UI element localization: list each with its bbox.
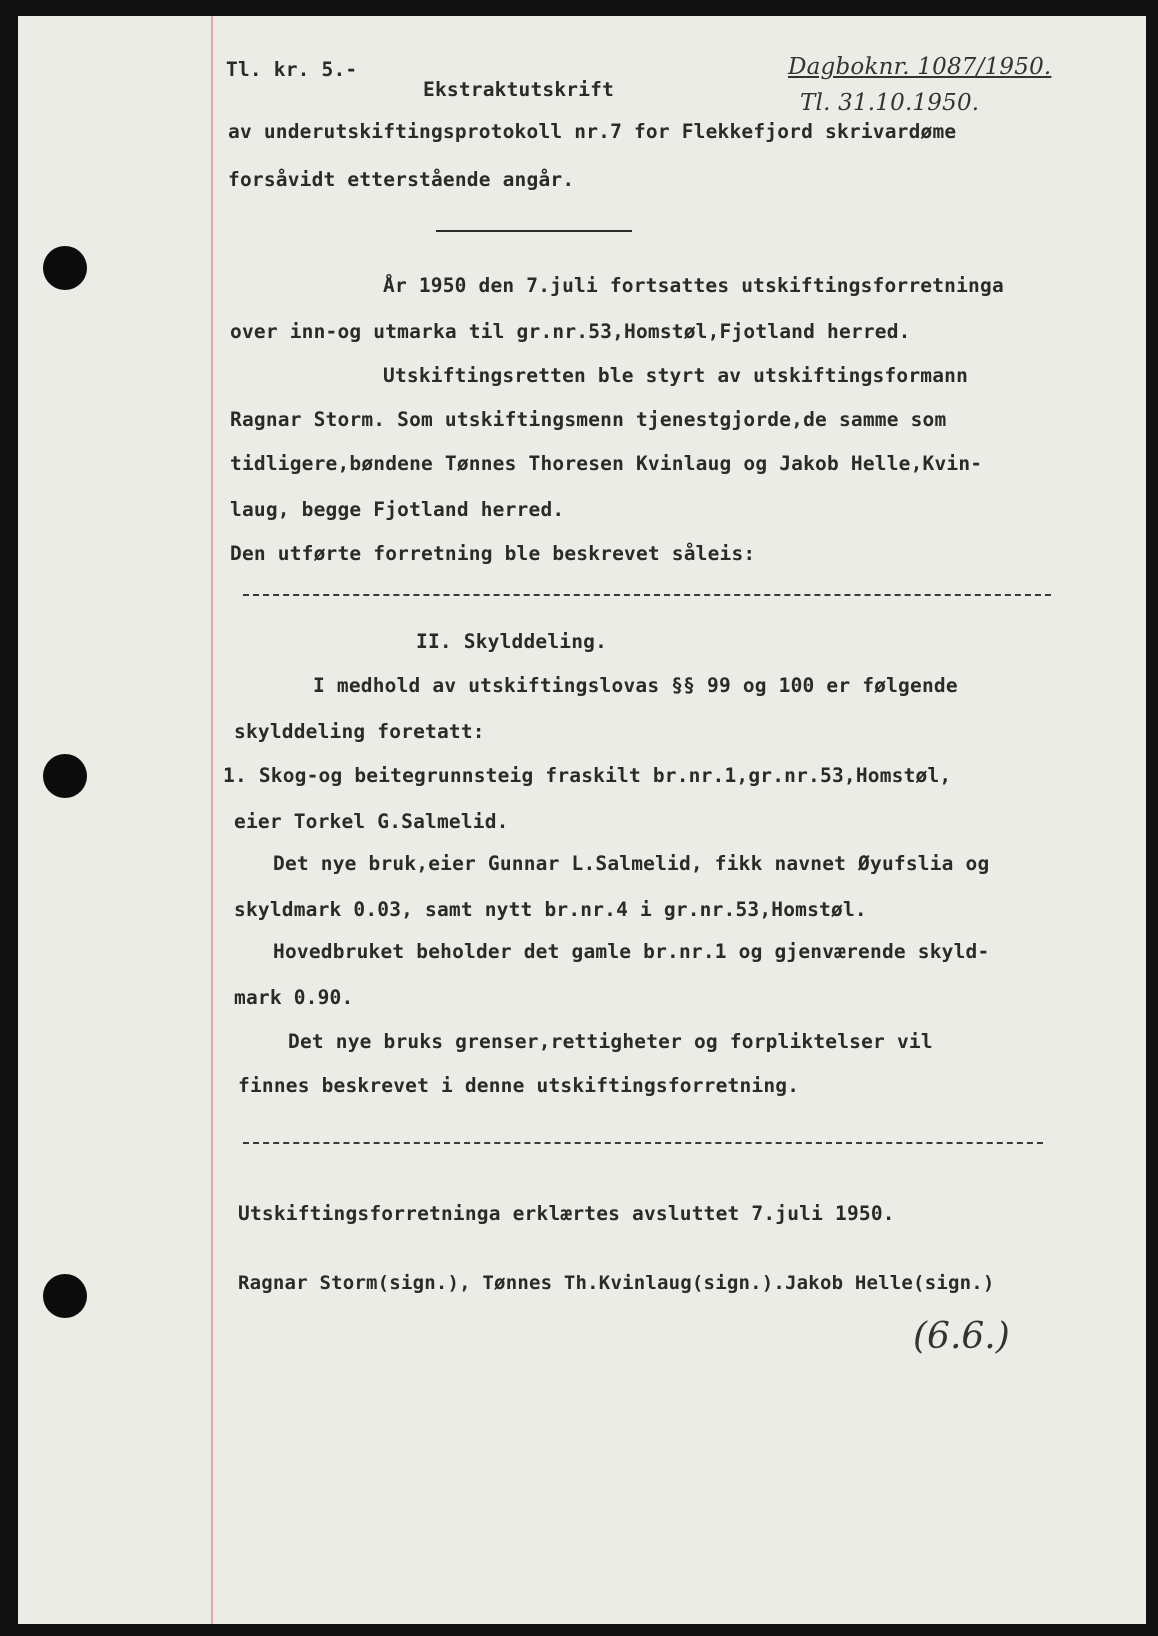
section-line-1: I medhold av utskiftingslovas §§ 99 og 100 er følgende [313, 674, 958, 697]
punch-hole-bottom [43, 1274, 87, 1318]
signatures: Ragnar Storm(sign.), Tønnes Th.Kvinlaug(sign.).Jakob Helle(sign.) [238, 1272, 995, 1294]
paragraph-1-line-1: År 1950 den 7.juli fortsattes utskiftingsforretninga [383, 274, 1004, 297]
dashed-divider-1 [243, 594, 1051, 596]
item-1-line-1: 1. Skog-og beitegrunnsteig fraskilt br.nr.1,gr.nr.53,Homstøl, [223, 764, 952, 787]
intro-line-2: forsåvidt etterstående angår. [228, 168, 575, 191]
document-page [18, 16, 1146, 1624]
journal-number: Dagboknr. 1087/1950. [788, 54, 1052, 80]
paragraph-2-line-3: tidligere,bøndene Tønnes Thoresen Kvinlaug og Jakob Helle,Kvin- [230, 452, 983, 475]
fee-note: Tl. kr. 5.- [226, 58, 358, 81]
dashed-divider-2 [243, 1142, 1043, 1144]
section-line-2: skylddeling foretatt: [234, 720, 485, 743]
document-title: Ekstraktutskrift [423, 78, 615, 101]
main-farm-line-2: mark 0.90. [234, 986, 354, 1009]
boundaries-line-1: Det nye bruks grenser,rettigheter og forpliktelser vil [288, 1030, 933, 1053]
paragraph-2-line-2: Ragnar Storm. Som utskiftingsmenn tjenestgjorde,de samme som [230, 408, 947, 431]
paragraph-2-line-1: Utskiftingsretten ble styrt av utskiftingsformann [383, 364, 969, 387]
handwritten-mark: (6.6.) [913, 1316, 1010, 1357]
registered-date: Tl. 31.10.1950. [800, 90, 980, 116]
main-farm-line-1: Hovedbruket beholder det gamle br.nr.1 og gjenværende skyld- [273, 940, 990, 963]
paragraph-1-line-2: over inn-og utmarka til gr.nr.53,Homstøl,Fjotland herred. [230, 320, 911, 343]
intro-line-1: av underutskiftingsprotokoll nr.7 for Flekkefjord skrivardøme [228, 120, 957, 143]
header-divider [436, 230, 632, 232]
boundaries-line-2: finnes beskrevet i denne utskiftingsforretning. [238, 1074, 800, 1097]
closing-statement: Utskiftingsforretninga erklærtes avsluttet 7.juli 1950. [238, 1202, 895, 1225]
punch-hole-top [43, 246, 87, 290]
new-farm-line-2: skyldmark 0.03, samt nytt br.nr.4 i gr.nr.53,Homstøl. [234, 898, 867, 921]
new-farm-line-1: Det nye bruk,eier Gunnar L.Salmelid, fikk navnet Øyufslia og [273, 852, 990, 875]
section-heading: II. Skylddeling. [416, 630, 608, 653]
item-1-line-2: eier Torkel G.Salmelid. [234, 810, 509, 833]
paragraph-3: Den utførte forretning ble beskrevet såleis: [230, 542, 756, 565]
margin-line [211, 16, 213, 1624]
paragraph-2-line-4: laug, begge Fjotland herred. [230, 498, 565, 521]
punch-hole-middle [43, 754, 87, 798]
